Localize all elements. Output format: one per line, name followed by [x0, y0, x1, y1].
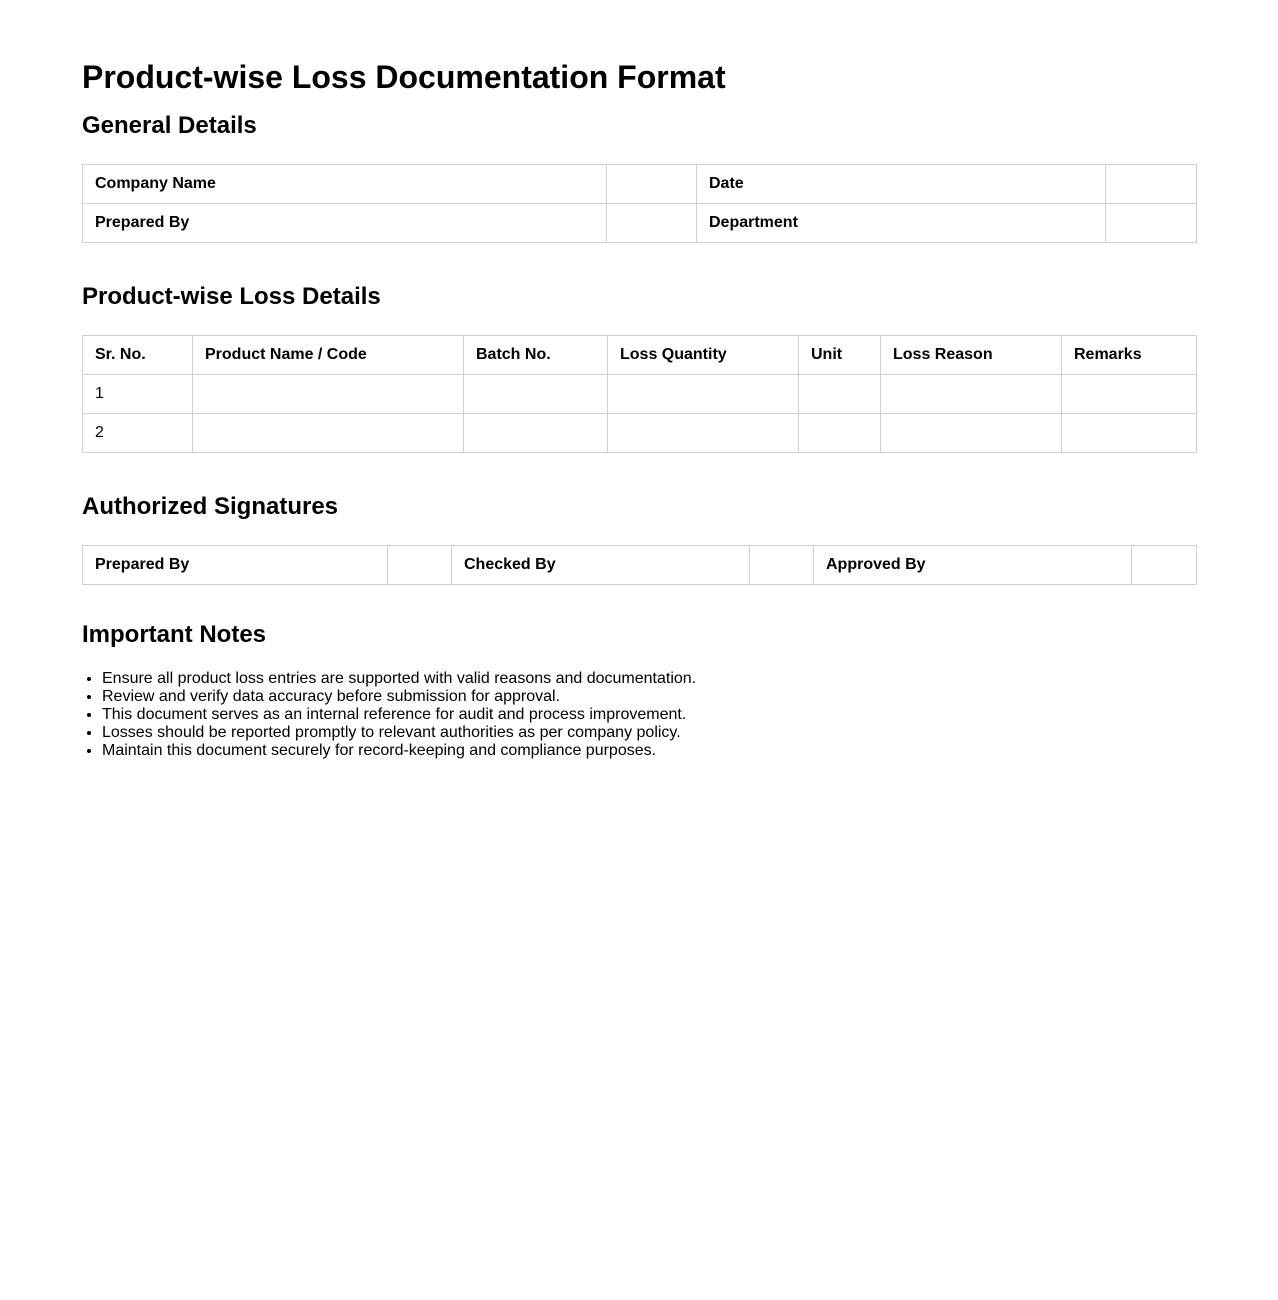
department-label: Department: [697, 204, 1106, 243]
document-title: Product-wise Loss Documentation Format: [82, 59, 726, 95]
department-field[interactable]: [1106, 204, 1197, 243]
column-header-remarks: Remarks: [1062, 336, 1197, 375]
column-header-product: Product Name / Code: [193, 336, 464, 375]
prepared-by-signature-label: Prepared By: [83, 546, 388, 585]
signatures-heading: Authorized Signatures: [82, 493, 339, 520]
checked-by-signature-field[interactable]: [750, 546, 814, 585]
remarks-cell[interactable]: [1062, 414, 1197, 453]
company-name-field[interactable]: [607, 165, 697, 204]
loss-quantity-cell[interactable]: [608, 414, 799, 453]
date-label: Date: [697, 165, 1106, 204]
table-row: [83, 546, 1197, 585]
important-notes-heading: Important Notes: [82, 621, 267, 648]
notes-list: [82, 670, 1196, 760]
list-item: • Maintain this document securely for record-keeping and compliance purposes.: [102, 742, 1196, 760]
column-header-sr-no: Sr. No.: [83, 336, 193, 375]
batch-cell[interactable]: [464, 375, 608, 414]
signatures-table: [82, 545, 1197, 585]
table-row: [83, 414, 1197, 453]
approved-by-signature-field[interactable]: [1132, 546, 1197, 585]
checked-by-signature-label: Checked By: [452, 546, 750, 585]
column-header-batch: Batch No.: [464, 336, 608, 375]
list-item: • This document serves as an internal reference for audit and process improvement.: [102, 706, 1196, 724]
column-header-loss-reason: Loss Reason: [881, 336, 1062, 375]
column-header-unit: Unit: [799, 336, 881, 375]
unit-cell[interactable]: [799, 375, 881, 414]
list-item: • Losses should be reported promptly to relevant authorities as per company policy.: [102, 724, 1196, 742]
loss-reason-cell[interactable]: [881, 375, 1062, 414]
prepared-by-signature-field[interactable]: [388, 546, 452, 585]
company-name-label: Company Name: [83, 165, 607, 204]
loss-reason-cell[interactable]: [881, 414, 1062, 453]
general-details-table: [82, 164, 1197, 243]
product-cell[interactable]: [193, 375, 464, 414]
unit-cell[interactable]: [799, 414, 881, 453]
list-item: • Ensure all product loss entries are supported with valid reasons and documentation.: [102, 670, 1196, 688]
remarks-cell[interactable]: [1062, 375, 1197, 414]
loss-details-table: [82, 335, 1197, 453]
approved-by-signature-label: Approved By: [814, 546, 1132, 585]
table-header-row: [83, 336, 1197, 375]
prepared-by-field[interactable]: [607, 204, 697, 243]
sr-no-cell: 2: [83, 414, 193, 453]
table-row: [83, 204, 1197, 243]
loss-quantity-cell[interactable]: [608, 375, 799, 414]
prepared-by-label: Prepared By: [83, 204, 607, 243]
table-row: [83, 165, 1197, 204]
product-cell[interactable]: [193, 414, 464, 453]
table-row: [83, 375, 1197, 414]
loss-details-heading: Product-wise Loss Details: [82, 283, 381, 310]
batch-cell[interactable]: [464, 414, 608, 453]
general-details-heading: General Details: [82, 112, 257, 139]
date-field[interactable]: [1106, 165, 1197, 204]
list-item: • Review and verify data accuracy before submission for approval.: [102, 688, 1196, 706]
column-header-loss-quantity: Loss Quantity: [608, 336, 799, 375]
sr-no-cell: 1: [83, 375, 193, 414]
